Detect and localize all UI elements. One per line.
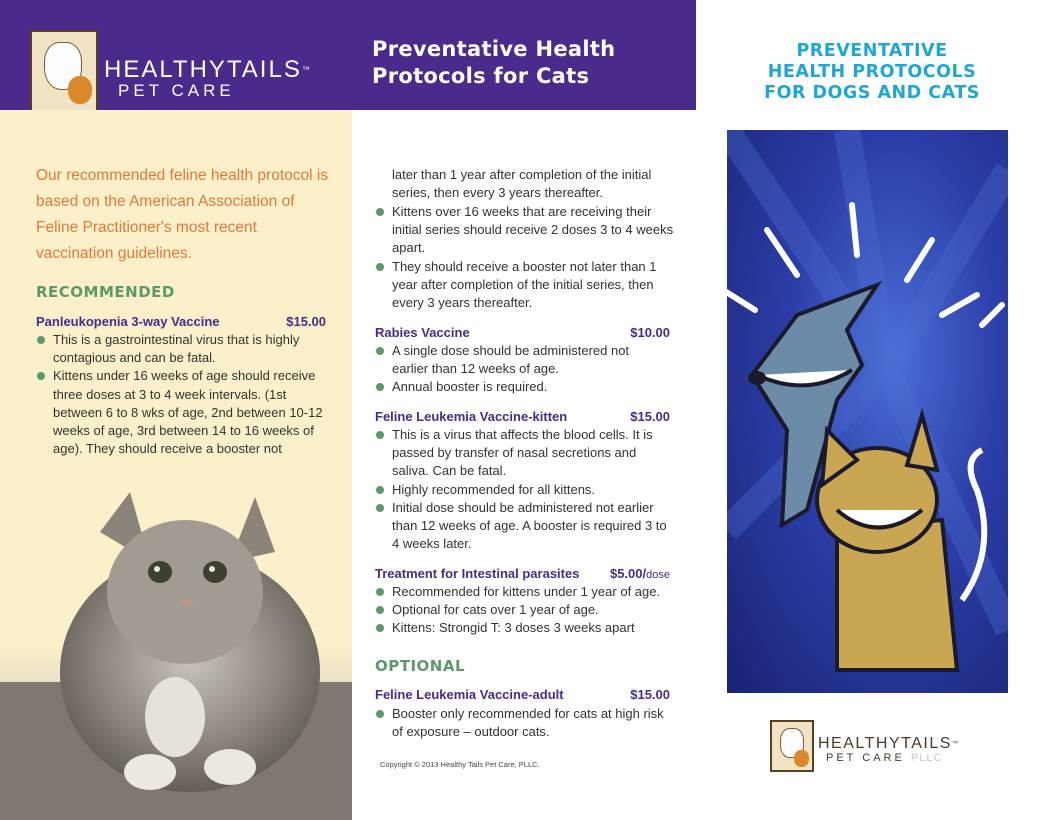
page-title — [372, 36, 682, 90]
list-item: Optional for cats over 1 year of age. — [375, 601, 675, 619]
right-title-line1: PREVENTATIVE — [796, 41, 948, 61]
healthytails-footer-logo-icon — [770, 720, 814, 772]
list-item: Booster only recommended for cats at high risk of exposure – outdoor cats. — [375, 705, 675, 741]
rabies-bullets — [375, 342, 665, 397]
list-item: Initial dose should be administered not earlier than 12 weeks of age. A booster is required 3 to 4 weeks later. — [375, 499, 667, 554]
panleukopenia-more-bullets — [375, 203, 682, 312]
rabies-title: Rabies Vaccine — [375, 325, 470, 340]
list-item: Kittens: Strongid T: 3 doses 3 weeks apart — [375, 619, 675, 637]
brand-trademark: ™ — [301, 65, 310, 74]
list-item: Annual booster is required. — [375, 378, 665, 396]
brand-name: HEALTHYTAILS — [104, 56, 302, 83]
felv-kitten-bullets — [375, 426, 667, 553]
brand-logotype — [104, 58, 310, 100]
parasites-bullets — [375, 583, 675, 638]
list-item: Recommended for kittens under 1 year of age. — [375, 583, 675, 601]
optional-heading: OPTIONAL — [375, 657, 466, 675]
list-item: This is a gastrointestinal virus that is highly contagious and can be fatal. — [36, 331, 328, 367]
kitten-photo — [0, 472, 352, 820]
felv-adult-price: $15.00 — [630, 687, 670, 702]
kitten-illustration — [0, 472, 352, 820]
dog-and-cat-illustration — [727, 130, 1008, 693]
felv-adult-title: Feline Leukemia Vaccine-adult — [375, 687, 564, 702]
list-item: Kittens under 16 weeks of age should receive three doses at 3 to 4 week intervals. (1st between 6 to 8 wks of age, 2nd between 10-12 weeks of age, 3rd between 14 to 16 weeks of age). They should receive a booster not — [36, 367, 328, 458]
right-title-line3: FOR DOGS AND CATS — [764, 83, 980, 103]
felv-kitten-price: $15.00 — [630, 409, 670, 424]
copyright-text: Copyright © 2013 Healthy Tails Pet Care, PLLC. — [380, 760, 540, 769]
panleukopenia-continuation: later than 1 year after completion of the initial series, then every 3 years thereafter. — [392, 167, 652, 201]
recommended-heading: RECOMMENDED — [36, 283, 175, 301]
felv-kitten-title: Feline Leukemia Vaccine-kitten — [375, 409, 568, 424]
page-title-line1: Preventative Health — [372, 37, 616, 61]
list-item: This is a virus that affects the blood cells. It is passed by transfer of nasal secretions and saliva. Can be fatal. — [375, 426, 667, 481]
healthytails-logo-icon — [30, 30, 98, 114]
list-item: A single dose should be administered not earlier than 12 weeks of age. — [375, 342, 665, 378]
footer-brand-logotype — [818, 736, 959, 765]
panleukopenia-bullets — [36, 331, 328, 458]
footer-brand-pllc: PLLC — [910, 752, 943, 764]
footer-brand-trademark: ™ — [951, 741, 960, 747]
parasites-price-value: $5.00/ — [609, 566, 647, 581]
footer-brand-subtitle: PET CARE — [826, 752, 905, 764]
parasites-title: Treatment for Intestinal parasites — [375, 566, 580, 581]
brand-subtitle: PET CARE — [118, 81, 235, 100]
footer-brand-name: HEALTHYTAILS — [818, 735, 952, 752]
cartoon-dog-cat-icon — [727, 130, 1008, 693]
list-item: Highly recommended for all kittens. — [375, 481, 667, 499]
intro-text: Our recommended feline health protocol is based on the American Association of Feline Practitioner's most recent vaccination guidelines. — [36, 167, 329, 262]
list-item: They should receive a booster not later than 1 year after completion of the initial series, then every 3 years thereafter. — [375, 258, 682, 313]
panleukopenia-title: Panleukopenia 3-way Vaccine — [36, 314, 220, 329]
rabies-price: $10.00 — [630, 325, 670, 340]
page-title-line2: Protocols for Cats — [372, 64, 590, 88]
list-item: Kittens over 16 weeks that are receiving their initial series should receive 2 doses 3 to 4 weeks apart. — [375, 203, 682, 258]
felv-adult-bullets — [375, 705, 675, 741]
parasites-price — [590, 566, 670, 581]
right-panel-title — [712, 41, 1032, 104]
right-title-line2: HEALTH PROTOCOLS — [767, 62, 977, 82]
panleukopenia-price: $15.00 — [286, 314, 326, 329]
parasites-price-unit: dose — [646, 569, 670, 581]
